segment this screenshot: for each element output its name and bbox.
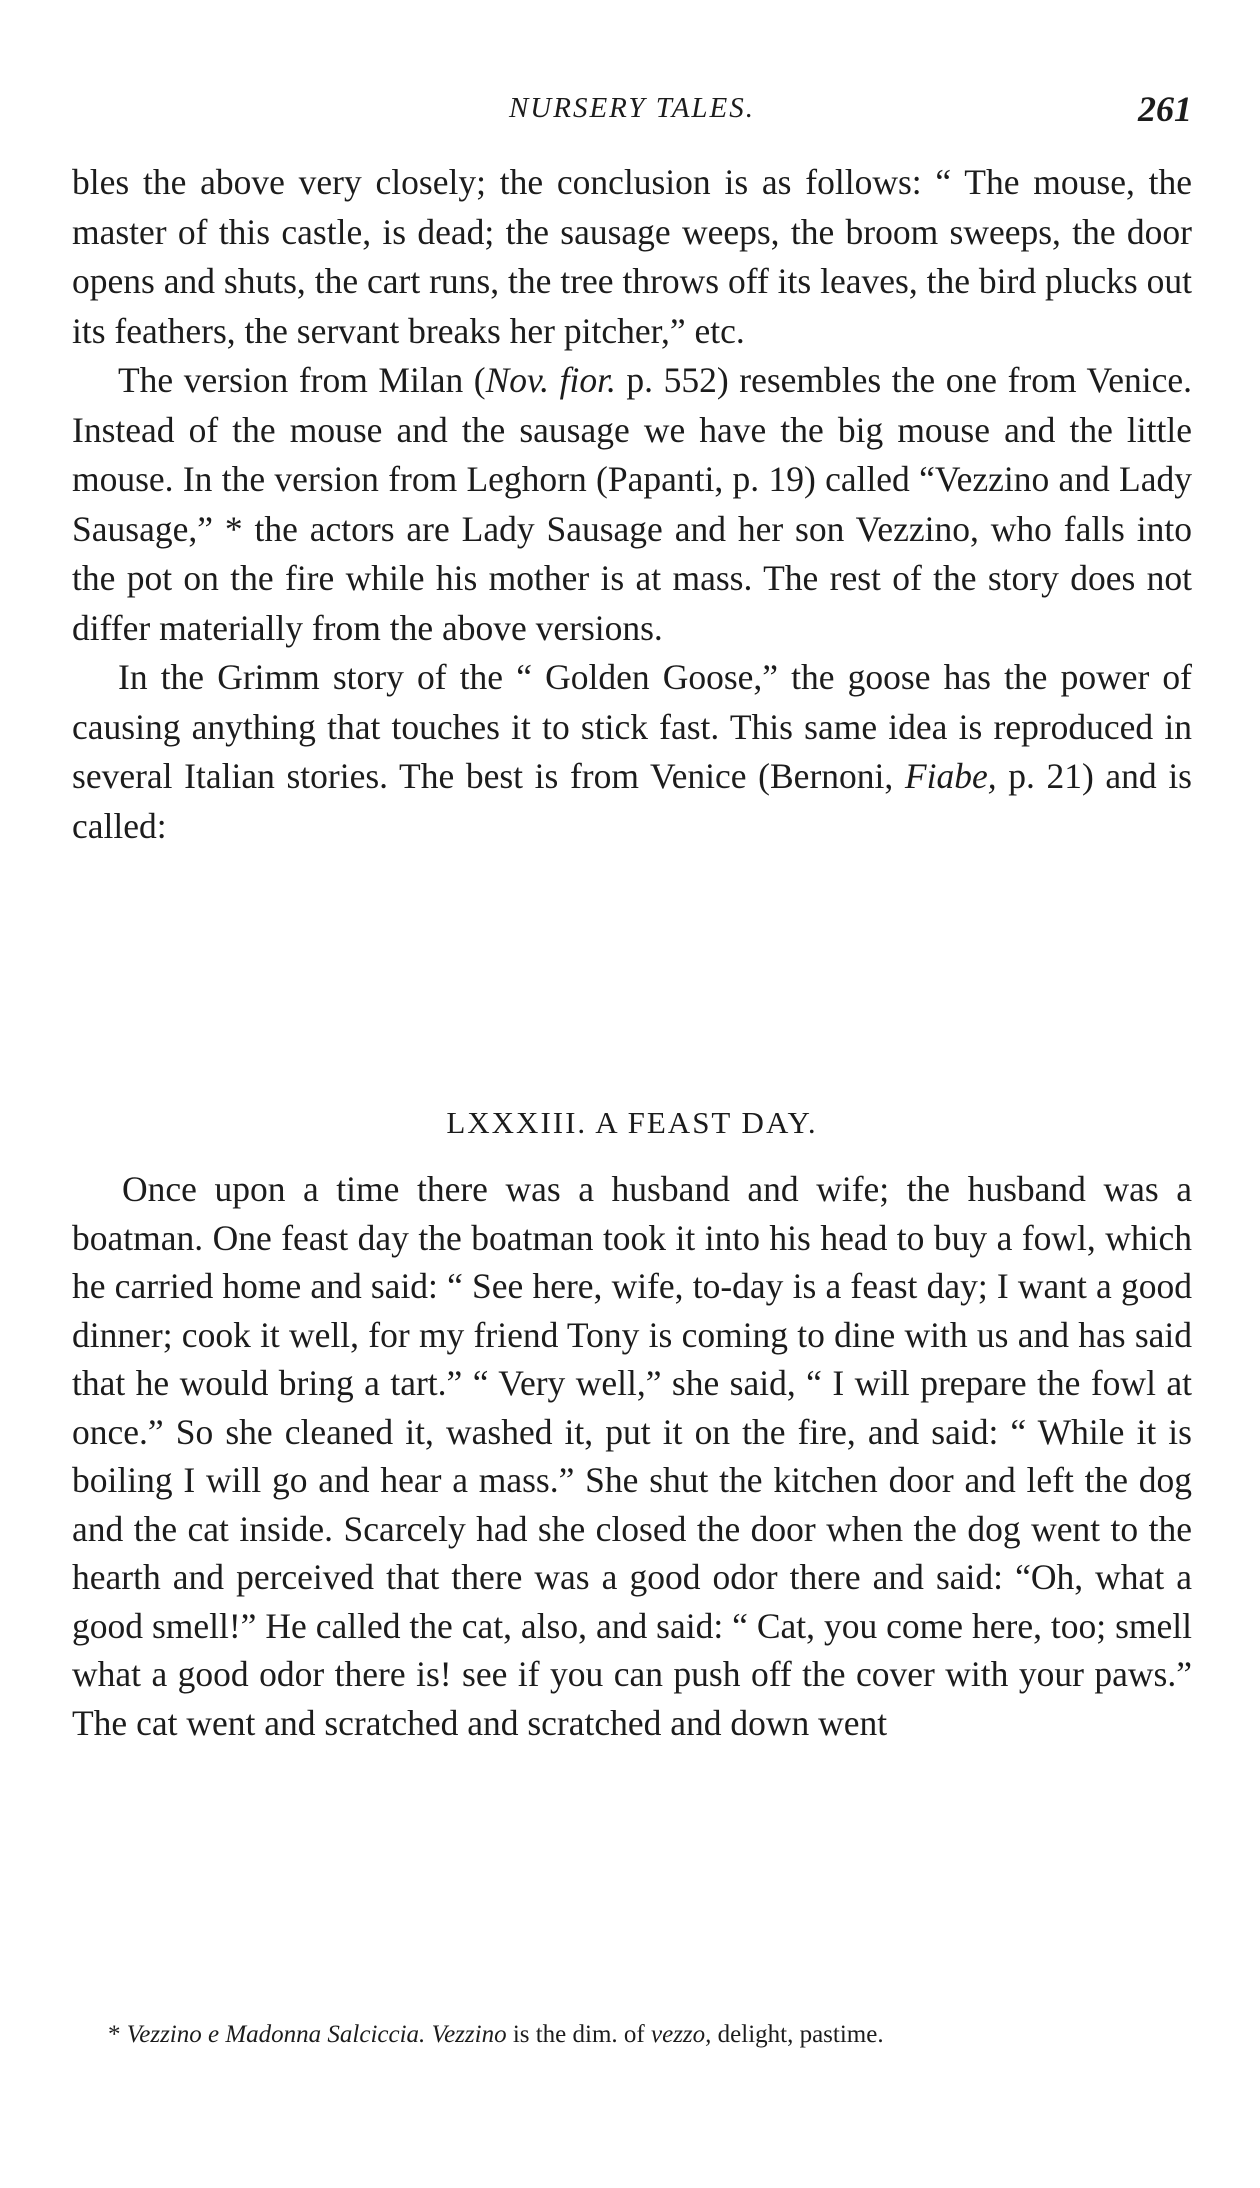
paragraph-continuation: bles the above very closely; the conclusion is as follows: “ The mouse, the master of this castle, is dead; the sausage weeps, the broom sweeps, the door opens and shuts, the cart runs, the tree throws off its leaves, the bird plucks out its feathers, the servant breaks her pitcher,” etc. [72, 162, 1192, 351]
text-segment: is the dim. of [506, 2021, 651, 2048]
page-number: 261 [1138, 89, 1192, 129]
running-head [72, 89, 1192, 142]
paragraph-milan-version [72, 356, 1192, 653]
footnote [78, 2018, 1186, 2052]
footnote-marker: * [108, 2021, 127, 2048]
text-segment: The version from Milan ( [118, 360, 486, 400]
chapter-heading: LXXXIII. A FEAST DAY. [446, 1105, 818, 1140]
text-segment: p. 552) resembles the one from Venice. Instead of the mouse and the sausage we have the big mouse and the little mouse. In the version from Leghorn (Papanti, p. 19) called “Vezzino and Lady Sausage,” * the actors are Lady Sausage and her son Vezzino, who falls into the pot on the fire while his mother is at mass. The rest of the story does not differ materially from the above versions. [72, 360, 1192, 648]
text-segment: delight, pastime. [711, 2021, 884, 2048]
story-paragraph: Once upon a time there was a husband and wife; the husband was a boatman. One feast day the boatman took it into his head to buy a fowl, which he carried home and said: “ See here, wife, to-day is a feast day; I want a good dinner; cook it well, for my friend Tony is coming to dine with us and has said that he would bring a tart.” “ Very well,” she said, “ I will prepare the fowl at once.” So she cleaned it, washed it, put it on the fire, and said: “ While it is boiling I will go and hear a mass.” She shut the kitchen door and left the dog and the cat inside. Scarcely had she closed the door when the dog went to the hearth and perceived that there was a good odor there and said: “Oh, what a good smell!” He called the cat, also, and said: “ Cat, you come here, too; smell what a good odor there is! see if you can push off the cover with your paws.” The cat went and scratched and scratched and down went [72, 1169, 1192, 1743]
footnote-italic-title: Vezzino e Madonna Salciccia. [126, 2021, 426, 2048]
text-segment: In the Grimm story of the “ Golden Goose,” the goose has the power of causing anything that touches it to stick fast. This same idea is reproduced in several Italian stories. The best is from Venice (Bernoni, [72, 657, 1192, 796]
running-title: NURSERY TALES. [508, 92, 756, 124]
footnote-italic-word: Vezzino [431, 2021, 507, 2048]
italic-citation: Fiabe, [904, 756, 997, 796]
paragraph-golden-goose [72, 653, 1192, 851]
footnote-italic-word: vezzo, [651, 2021, 712, 2048]
italic-citation: Nov. fior. [485, 360, 616, 400]
text-segment: p. 21) and is called: [72, 756, 1192, 846]
story-text [72, 1165, 1192, 1747]
body-text [72, 158, 1192, 851]
